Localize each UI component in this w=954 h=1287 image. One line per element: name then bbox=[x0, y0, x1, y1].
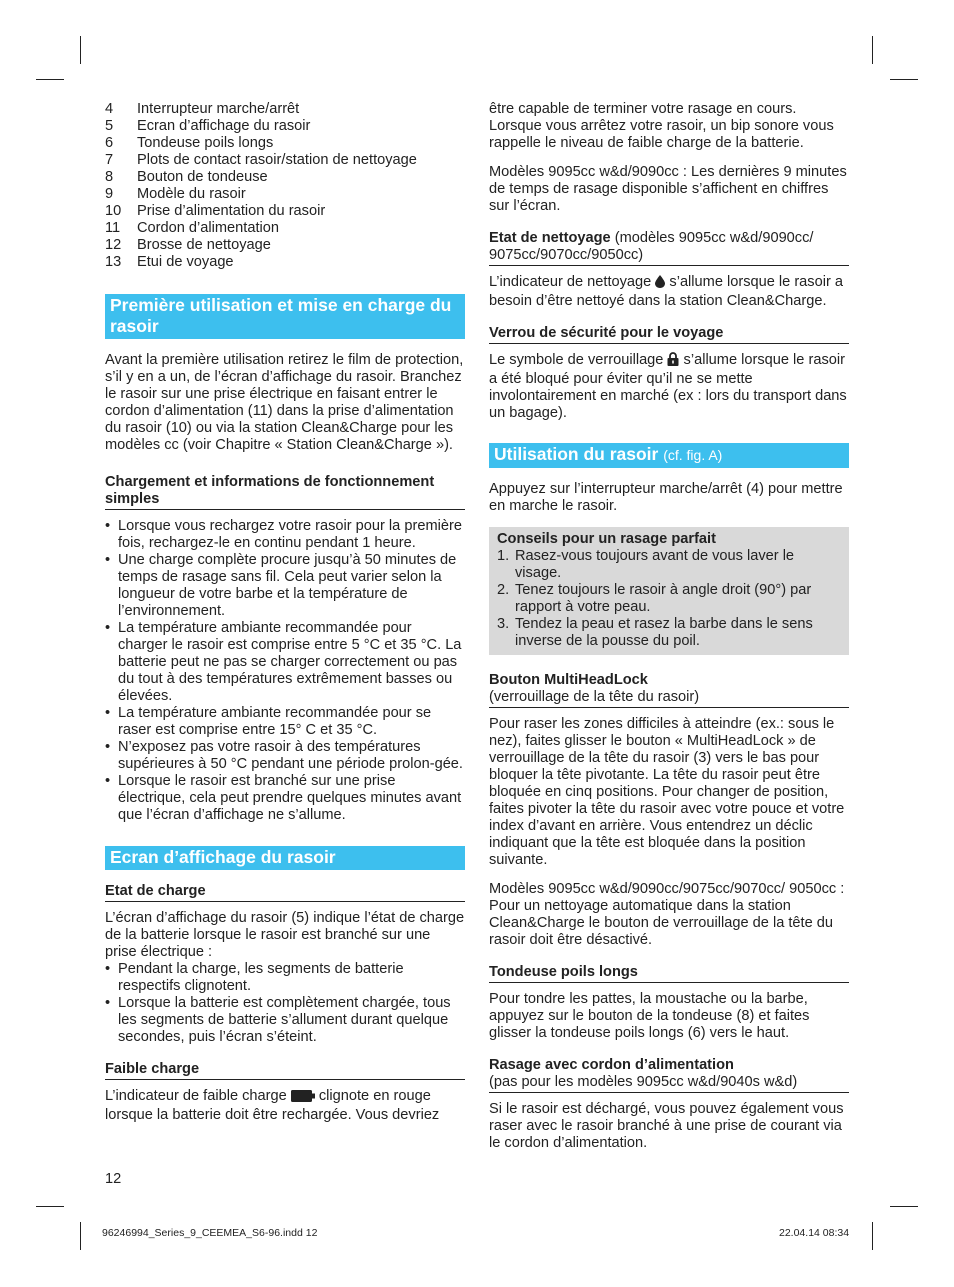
bullet-list bbox=[105, 961, 465, 1046]
paragraph: Modèles 9095cc w&d/9090cc/9075cc/9070cc/ 9050cc : Pour un nettoyage automatique dans la station Clean&Charge le bouton de verrouillage de la tête du rasoir doit être désactivé. bbox=[489, 881, 845, 948]
bullet-item: • Une charge complète procure jusqu’à 50 minutes de temps de rasage sans fil. Cela peut varier selon la longueur de votre barbe et la température de l’environnement. bbox=[105, 552, 465, 620]
subheading-trimmer: Tondeuse poils longs bbox=[489, 964, 849, 983]
list-item: 13 Etui de voyage bbox=[105, 254, 234, 270]
list-item: 4 Interrupteur marche/arrêt bbox=[105, 101, 300, 117]
list-item: 8 Bouton de tondeuse bbox=[105, 169, 268, 185]
paragraph: L’écran d’affichage du rasoir (5) indique l’état de charge de la batterie lorsque le rasoir est branché sur une prise électrique : bbox=[105, 910, 465, 960]
crop-mark bbox=[80, 1222, 81, 1250]
list-item: 2. Tenez toujours le rasoir à angle droit (90°) par rapport à votre peau. bbox=[497, 582, 812, 615]
paragraph: Si le rasoir est déchargé, vous pouvez également vous raser avec le rasoir branché à une prise de courant via le cordon d’alimentation. bbox=[489, 1101, 844, 1151]
subheading-low-charge: Faible charge bbox=[105, 1061, 465, 1080]
bullet-item: • La température ambiante recommandée pour se raser est comprise entre 15° C et 35 °C. bbox=[105, 705, 465, 739]
crop-mark bbox=[890, 1206, 918, 1207]
footer-file: 96246994_Series_9_CEEMEA_S6-96.indd 12 bbox=[102, 1227, 318, 1239]
subheading-charge-status: Etat de charge bbox=[105, 883, 465, 902]
bullet-item: • Lorsque la batterie est complètement chargée, tous les segments de batterie s’allument durant quelque secondes, puis l’écran s’éteint. bbox=[105, 995, 465, 1046]
lock-icon bbox=[667, 352, 679, 371]
subheading-cleaning-status: Etat de nettoyage (modèles 9095cc w&d/9090cc/ 9075cc/9070cc/9050cc) bbox=[489, 230, 849, 266]
paragraph: Pour raser les zones difficiles à atteindre (ex.: sous le nez), faites glisser le bouton « MultiHeadLock » de verrouillage de la tête du rasoir (3) vers le bas pour bloquer la tête pivotante. La tête du rasoir peut être bloquée en cinq positions. Pour changer de position, faites pivoter la tête du rasoir avec votre pouce et votre index d’avant en arrière. Vous entendrez un déclic indiquant que la tête est bloquée dans la position suivante. bbox=[489, 716, 845, 868]
bullet-item: • Pendant la charge, les segments de batterie respectifs clignotent. bbox=[105, 961, 465, 995]
tips-box bbox=[489, 527, 849, 655]
list-item: 9 Modèle du rasoir bbox=[105, 186, 246, 202]
bullet-item: • La température ambiante recommandée pour charger le rasoir est comprise entre 5 °C et 35 °C. La batterie peut ne pas se charger correctement ou pas du tout à des températures extrêmement basses ou élevées. bbox=[105, 620, 465, 705]
bullet-item: • Lorsque le rasoir est branché sur une prise électrique, cela peut prendre quelques minutes avant que l’écran d’affichage ne s’allume. bbox=[105, 773, 465, 824]
paragraph: Modèles 9095cc w&d/9090cc : Les dernières 9 minutes de temps de rasage disponible s’affichent en chiffres sur l’écran. bbox=[489, 164, 847, 214]
subheading-multiheadlock: Bouton MultiHeadLock (verrouillage de la tête du rasoir) bbox=[489, 672, 849, 708]
list-item: 6 Tondeuse poils longs bbox=[105, 135, 274, 151]
list-item: 7 Plots de contact rasoir/station de nettoyage bbox=[105, 152, 417, 168]
paragraph: Appuyez sur l’interrupteur marche/arrêt (4) pour mettre en marche le rasoir. bbox=[489, 481, 843, 514]
tips-title: Conseils pour un rasage parfait bbox=[497, 531, 716, 547]
crop-mark bbox=[80, 36, 81, 64]
battery-icon bbox=[291, 1090, 315, 1107]
list-item: 12 Brosse de nettoyage bbox=[105, 237, 271, 253]
crop-mark bbox=[872, 1222, 873, 1250]
paragraph: Avant la première utilisation retirez le film de protection, s’il y en a un, de l’écran d’affichage du rasoir. Branchez le rasoir sur une prise électrique en faisant entrer le cordon d’alimentation (11) dans la prise d’alimentation du rasoir (10) ou via la station Clean&Charge pour les modèles cc (voir Chapitre « Station Clean&Charge »). bbox=[105, 352, 464, 453]
subheading-charging: Chargement et informations de fonctionnement simples bbox=[105, 474, 465, 510]
paragraph: être capable de terminer votre rasage en cours. Lorsque vous arrêtez votre rasoir, un bip sonore vous rappelle le niveau de faible charge de la batterie. bbox=[489, 101, 834, 151]
bullet-item: • Lorsque vous rechargez votre rasoir pour la première fois, rechargez-le en continu pendant 1 heure. bbox=[105, 518, 465, 552]
footer-date: 22.04.14 08:34 bbox=[779, 1227, 850, 1239]
subheading-travel-lock: Verrou de sécurité pour le voyage bbox=[489, 325, 849, 344]
list-item: 3. Tendez la peau et rasez la barbe dans le sens inverse de la pousse du poil. bbox=[497, 616, 813, 649]
crop-mark bbox=[872, 36, 873, 64]
paragraph-cleaning: L’indicateur de nettoyage s’allume lorsque le rasoir a besoin d’être nettoyé dans la station Clean&Charge. bbox=[489, 274, 843, 309]
list-item: 11 Cordon d’alimentation bbox=[105, 220, 279, 236]
list-item: 5 Ecran d’affichage du rasoir bbox=[105, 118, 311, 134]
components-list bbox=[105, 101, 465, 271]
paragraph: Pour tondre les pattes, la moustache ou la barbe, appuyez sur le bouton de la tondeuse (8) et faites glisser la tondeuse poils longs (6) vers le haut. bbox=[489, 991, 810, 1041]
right-column bbox=[489, 101, 849, 1164]
paragraph-low-charge: L’indicateur de faible charge clignote en rouge lorsque la batterie doit être rechargée. Vous devriez bbox=[105, 1088, 440, 1123]
crop-mark bbox=[890, 79, 918, 80]
crop-mark bbox=[36, 1206, 64, 1207]
bullet-list bbox=[105, 518, 465, 824]
drop-icon bbox=[655, 275, 665, 293]
section-heading-display: Ecran d’affichage du rasoir bbox=[105, 846, 465, 870]
paragraph-lock: Le symbole de verrouillage s’allume lorsque le rasoir a été bloqué pour éviter qu’il ne se mette involontairement en marché (ex : lors du transport dans un bagage). bbox=[489, 352, 847, 421]
section-heading-usage: Utilisation du rasoir (cf. fig. A) bbox=[489, 443, 849, 468]
list-item: 1. Rasez-vous toujours avant de vous laver le visage. bbox=[497, 548, 795, 581]
page-number: 12 bbox=[105, 1171, 122, 1187]
section-heading-first-use: Première utilisation et mise en charge du rasoir bbox=[105, 294, 465, 339]
list-item: 10 Prise d’alimentation du rasoir bbox=[105, 203, 326, 219]
crop-mark bbox=[36, 79, 64, 80]
subheading-cord-shaving: Rasage avec cordon d’alimentation (pas pour les modèles 9095cc w&d/9040s w&d) bbox=[489, 1057, 849, 1093]
bullet-item: • N’exposez pas votre rasoir à des températures supérieures à 50 °C pendant une période prolon-gée. bbox=[105, 739, 465, 773]
left-column bbox=[105, 101, 465, 1136]
